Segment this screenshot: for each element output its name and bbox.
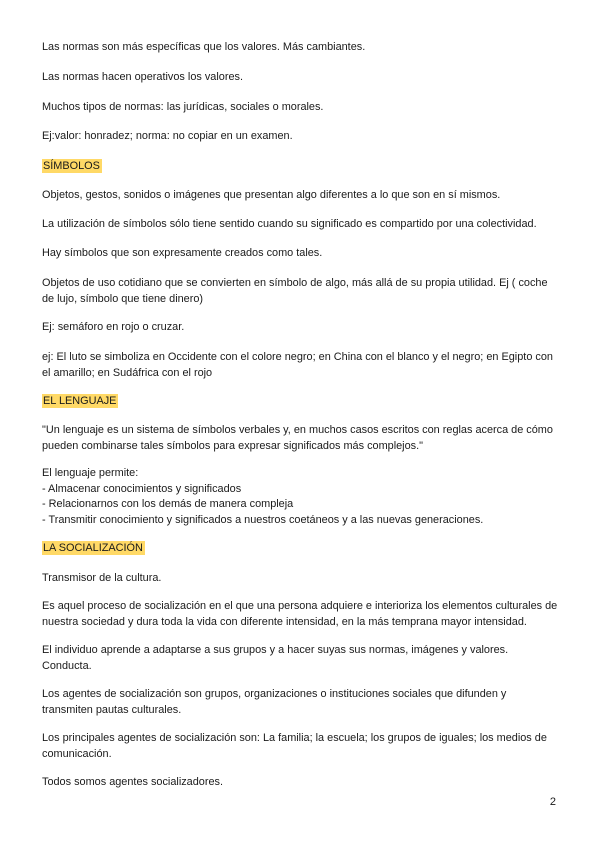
paragraph: Es aquel proceso de socialización en el que una persona adquiere e interioriza los elementos culturales de nuestra sociedad y dura toda la vida con diferente intensidad, en la más temprana mayor intensidad. bbox=[42, 600, 558, 628]
paragraph: Todos somos agentes socializadores. bbox=[42, 776, 224, 788]
section-heading-lenguaje: EL LENGUAJE bbox=[43, 395, 117, 407]
section-heading-simbolos: SÍMBOLOS bbox=[43, 160, 100, 172]
paragraph: Las normas hacen operativos los valores. bbox=[42, 71, 243, 83]
paragraph: Los principales agentes de socialización son: La familia; la escuela; los grupos de iguales; los medios de comunicación. bbox=[42, 732, 547, 760]
quote-paragraph: "Un lenguaje es un sistema de símbolos verbales y, en muchos casos escritos con reglas acerca de cómo pueden combinarse tales símbolos para expresar significados más complejos." bbox=[42, 424, 553, 452]
paragraph: ej: El luto se simboliza en Occidente con el colore negro; en China con el blanco y el negro; en Egipto con el amarillo; en Sudáfrica con el rojo bbox=[42, 351, 553, 379]
paragraph: Las normas son más específicas que los valores. Más cambiantes. bbox=[42, 41, 366, 53]
paragraph: Muchos tipos de normas: las jurídicas, sociales o morales. bbox=[42, 101, 324, 113]
paragraph: Objetos de uso cotidiano que se convierten en símbolo de algo, más allá de su propia utilidad. Ej ( coche de lujo, símbolo que tiene dinero) bbox=[42, 277, 548, 305]
paragraph: Ej:valor: honradez; norma: no copiar en un examen. bbox=[42, 130, 293, 142]
paragraph: Ej: semáforo en rojo o cruzar. bbox=[42, 321, 185, 333]
paragraph: Objetos, gestos, sonidos o imágenes que presentan algo diferentes a lo que son en sí mismos. bbox=[42, 189, 501, 201]
paragraph: El individuo aprende a adaptarse a sus grupos y a hacer suyas sus normas, imágenes y valores. Conducta. bbox=[42, 644, 509, 672]
paragraph: La utilización de símbolos sólo tiene sentido cuando su significado es compartido por una colectividad. bbox=[42, 218, 537, 230]
paragraph: Transmisor de la cultura. bbox=[42, 572, 162, 584]
paragraph: Hay símbolos que son expresamente creados como tales. bbox=[42, 247, 323, 259]
page-number: 2 bbox=[549, 796, 556, 808]
section-heading-socializacion: LA SOCIALIZACIÓN bbox=[43, 542, 143, 554]
list-paragraph: El lenguaje permite: - Almacenar conocimientos y significados - Relacionarnos con los demás de manera compleja - Transmitir conocimiento y significados a nuestros coetáneos y a las nuevas generaciones. bbox=[42, 467, 484, 526]
paragraph: Los agentes de socialización son grupos, organizaciones o instituciones sociales que difunden y transmiten pautas culturales. bbox=[42, 688, 507, 716]
